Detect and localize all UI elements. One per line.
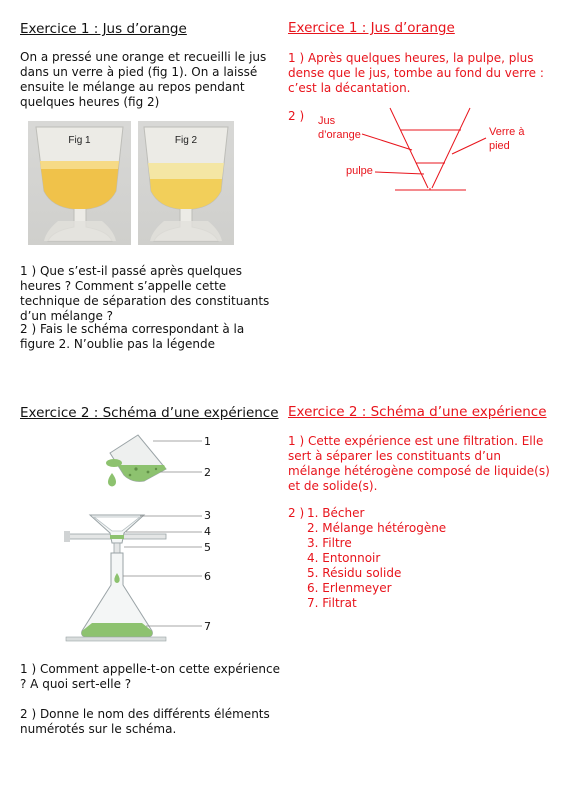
answer-item-4: 4. Entonnoir [307,551,381,565]
ex1-intro: On a pressé une orange et recueilli le jus dans un verre à pied (fig 1). On a laissé ensuite le mélange au repos pendant quelques heures (fig 2) [20,50,267,109]
fig2-label: Fig 2 [174,135,198,146]
label-jus-line1: Jus [318,115,336,127]
ex2-title: Exercice 2 : Schéma d’une expérience [20,405,279,421]
label-verre-line1: Verre à [489,126,525,138]
diagram-number-7: 7 [204,620,211,633]
ex1-answer-1: 1 ) Après quelques heures, la pulpe, plus dense que le jus, tombe au fond du verre : c’est la décantation. [288,51,544,95]
fig1-photo [28,121,131,245]
label-verre-line2: pied [489,140,510,152]
ex1-question-2: 2 ) Fais le schéma correspondant à la figure 2. N’oublie pas la légende [20,322,245,351]
diagram-number-4: 4 [204,525,211,538]
ex1-answer-title: Exercice 1 : Jus d’orange [288,20,455,36]
label-jus-line2: d’orange [318,129,361,141]
answer-item-5: 5. Résidu solide [307,566,402,580]
ex2-answer-2-prefix: 2 ) [288,506,305,520]
answer-item-6: 6. Erlenmeyer [307,581,392,595]
ex2-question-2: 2 ) Donne le nom des différents éléments numérotés sur le schéma. [20,707,270,736]
filtration-diagram [60,425,280,645]
diagram-number-1: 1 [204,435,211,448]
label-jus [318,114,361,142]
ex2-answer-title: Exercice 2 : Schéma d’une expérience [288,404,547,420]
ex1-answer-2-prefix: 2 ) [288,109,305,123]
answer-item-1: 1. Bécher [307,506,365,520]
diagram-number-3: 3 [204,509,211,522]
fig2-photo [138,121,234,245]
diagram-number-5: 5 [204,541,211,554]
label-verre [489,125,524,153]
answer-item-7: 7. Filtrat [307,596,357,610]
label-pulpe: pulpe [346,165,373,177]
falling-drop [108,473,116,487]
ex2-question-1: 1 ) Comment appelle-t-on cette expérience ? A quoi sert-elle ? [20,662,281,691]
ex2-answer-1: 1 ) Cette expérience est une filtration. Elle sert à séparer les constituants d’un mélange hétérogène composé de liquide(s) et de solide(s). [288,434,550,493]
answer-item-2: 2. Mélange hétérogène [307,521,447,535]
diagram-number-6: 6 [204,570,211,583]
diagram-number-2: 2 [204,466,211,479]
ex1-title: Exercice 1 : Jus d’orange [20,21,187,37]
ex2-answer-list [307,506,446,611]
answer-item-3: 3. Filtre [307,536,352,550]
fig1-label: Fig 1 [68,135,91,146]
beaker-shape [106,435,166,481]
ex1-question-1: 1 ) Que s’est-il passé après quelques heures ? Comment s’appelle cette technique de séparation des constituants d’un mélange ? [20,264,270,323]
